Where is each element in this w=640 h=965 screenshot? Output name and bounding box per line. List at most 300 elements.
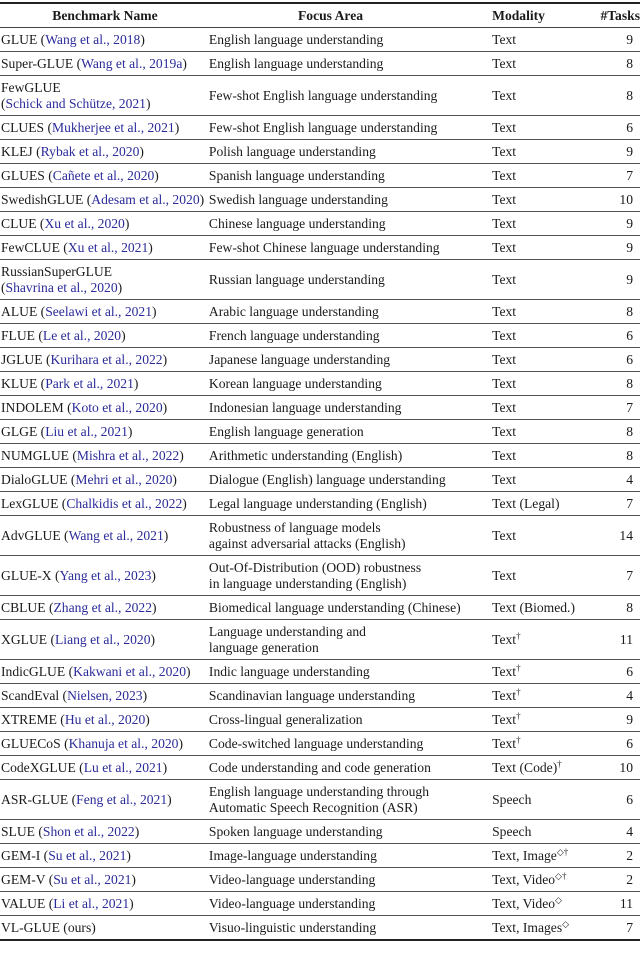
cell-benchmark-name: GLUE (Wang et al., 2018) <box>1 31 145 47</box>
cell-num-tasks: 2 <box>626 847 633 863</box>
cell-modality <box>492 868 581 892</box>
cell-modality <box>492 116 581 140</box>
table-caption-cropped <box>0 956 640 965</box>
focus-area: English language generation <box>208 423 364 439</box>
cell-focus-area <box>209 756 492 780</box>
cell-modality <box>492 684 581 708</box>
cell-num-tasks: 6 <box>626 735 633 751</box>
modality: Text <box>492 119 517 135</box>
cell-benchmark-name: XGLUE (Liang et al., 2020) <box>1 631 156 647</box>
table-row <box>0 140 640 164</box>
cell-benchmark-name: Super-GLUE (Wang et al., 2019a) <box>1 55 187 71</box>
cell-num-tasks: 9 <box>626 215 633 231</box>
cell-focus-area <box>209 212 492 236</box>
cell-focus-area <box>209 188 492 212</box>
citation-link[interactable]: Shon et al., 2022 <box>42 823 135 839</box>
cell-focus-area <box>209 620 492 660</box>
benchmark-name: NUMGLUE <box>1 447 69 463</box>
cell-modality <box>492 188 581 212</box>
table-header-row <box>0 3 640 28</box>
cell-num-tasks: 8 <box>626 87 633 103</box>
table-row <box>0 556 640 596</box>
table-row <box>0 916 640 941</box>
benchmark-name: RussianSuperGLUE <box>1 263 113 279</box>
citation-link[interactable]: Yang et al., 2023 <box>59 567 152 583</box>
cell-num-tasks: 6 <box>626 119 633 135</box>
modality: Text <box>492 215 517 231</box>
cell-num-tasks: 8 <box>626 303 633 319</box>
cell-focus-area <box>209 444 492 468</box>
focus-area: Korean language understanding <box>208 375 382 391</box>
cell-num-tasks: 8 <box>626 55 633 71</box>
modality: Text <box>492 351 517 367</box>
cell-num-tasks: 9 <box>626 711 633 727</box>
cell-modality <box>492 660 581 684</box>
cell-benchmark-name: XTREME (Hu et al., 2020) <box>1 711 150 727</box>
modality: Text <box>492 55 517 71</box>
table-row <box>0 76 640 116</box>
cell-modality <box>492 236 581 260</box>
focus-line-1: Language understanding and <box>208 623 366 639</box>
citation-link[interactable]: Zhang et al., 2022 <box>53 599 153 615</box>
cell-benchmark-name: FewGLUE (Schick and Schütze, 2021) <box>0 76 209 116</box>
cell-focus-area <box>209 420 492 444</box>
benchmark-name: KLUE <box>1 375 38 391</box>
cell-num-tasks: 6 <box>626 327 633 343</box>
cell-num-tasks: 7 <box>626 399 633 415</box>
citation-link[interactable]: Kurihara et al., 2022 <box>50 351 163 367</box>
modality: Text, Video <box>492 871 556 887</box>
cell-focus-area <box>209 820 492 844</box>
table-row <box>0 212 640 236</box>
citation-link[interactable]: Wang et al., 2021 <box>68 527 164 543</box>
citation-link[interactable]: Park et al., 2021 <box>45 375 134 391</box>
cell-modality <box>492 396 581 420</box>
benchmark-name: Super-GLUE <box>1 55 74 71</box>
cell-num-tasks: 6 <box>626 663 633 679</box>
cell-num-tasks: 9 <box>626 31 633 47</box>
cell-benchmark-name: INDOLEM (Koto et al., 2020) <box>1 399 168 415</box>
cell-modality <box>492 732 581 756</box>
table-row <box>0 820 640 844</box>
modality: Text <box>492 447 517 463</box>
cell-modality <box>492 820 581 844</box>
table-row <box>0 52 640 76</box>
table-row <box>0 444 640 468</box>
benchmark-comparison-table <box>0 2 640 941</box>
cell-num-tasks: 11 <box>619 631 633 647</box>
cell-benchmark-name: KLEJ (Rybak et al., 2020) <box>1 143 144 159</box>
cell-modality <box>492 164 581 188</box>
modality: Text <box>492 271 517 287</box>
modality-footnote-marker: ◇† <box>556 846 569 857</box>
benchmark-name: GLUECoS <box>1 735 61 751</box>
table-row <box>0 348 640 372</box>
table-row <box>0 300 640 324</box>
benchmark-name: KLEJ <box>1 143 33 159</box>
citation-link[interactable]: Su et al., 2021 <box>53 871 132 887</box>
cell-focus-area <box>209 708 492 732</box>
cell-benchmark-name: SLUE (Shon et al., 2022) <box>1 823 140 839</box>
citation-link[interactable]: Liang et al., 2020 <box>55 631 151 647</box>
cell-num-tasks: 8 <box>626 423 633 439</box>
citation-link[interactable]: Adesam et al., 2020 <box>91 191 200 207</box>
cell-benchmark-name: GEM-I (Su et al., 2021) <box>1 847 131 863</box>
cell-modality <box>492 756 581 780</box>
cell-modality <box>492 708 581 732</box>
header-modality: Modality <box>492 7 545 23</box>
cell-focus-area <box>209 596 492 620</box>
table-row <box>0 892 640 916</box>
citation-link[interactable]: Xu et al., 2020 <box>44 215 125 231</box>
table-row <box>0 844 640 868</box>
citation-link[interactable]: Koto et al., 2020 <box>71 399 163 415</box>
cell-num-tasks: 4 <box>626 471 633 487</box>
cell-focus-area <box>209 28 492 52</box>
focus-area: Spanish language understanding <box>208 167 385 183</box>
focus-area: Few-shot English language understanding <box>208 87 438 103</box>
focus-area: Japanese language understanding <box>208 351 391 367</box>
table-row <box>0 596 640 620</box>
citation-link[interactable]: Seelawi et al., 2021 <box>45 303 153 319</box>
modality: Text <box>492 423 517 439</box>
focus-area: Few-shot English language understanding <box>208 119 438 135</box>
cell-benchmark-name <box>0 916 209 941</box>
benchmark-name: XTREME <box>1 711 57 727</box>
citation-link[interactable]: Mishra et al., 2022 <box>76 447 180 463</box>
modality: Text (Code) <box>492 759 558 775</box>
focus-line-1: Out-Of-Distribution (OOD) robustness <box>208 559 422 575</box>
benchmark-name: JGLUE <box>1 351 43 367</box>
focus-area: Video-language understanding <box>208 895 376 911</box>
benchmark-name: ASR-GLUE <box>1 791 69 807</box>
modality: Text <box>492 303 517 319</box>
cell-benchmark-name: IndicGLUE (Kakwani et al., 2020) <box>1 663 191 679</box>
modality-footnote-marker: ◇ <box>562 918 570 929</box>
modality: Text <box>492 143 517 159</box>
benchmark-name: SwedishGLUE <box>1 191 84 207</box>
benchmark-name: GLGE <box>1 423 38 439</box>
benchmark-name: IndicGLUE <box>1 663 66 679</box>
focus-line-2: against adversarial attacks (English) <box>208 535 406 551</box>
header-benchmark-name: Benchmark Name <box>52 7 158 23</box>
modality: Text <box>492 399 517 415</box>
focus-area: Image-language understanding <box>208 847 377 863</box>
table-row <box>0 420 640 444</box>
modality: Text <box>492 663 517 679</box>
cell-modality <box>492 28 581 52</box>
cell-modality <box>492 420 581 444</box>
citation-link[interactable]: Mukherjee et al., 2021 <box>52 119 175 135</box>
focus-area: English language understanding <box>208 55 384 71</box>
focus-area: Code understanding and code generation <box>208 759 431 775</box>
cell-benchmark-name: JGLUE (Kurihara et al., 2022) <box>1 351 168 367</box>
cell-benchmark-name: NUMGLUE (Mishra et al., 2022) <box>1 447 184 463</box>
cell-num-tasks: 2 <box>626 871 633 887</box>
modality: Text, Images <box>492 919 563 935</box>
cell-focus-area <box>209 372 492 396</box>
modality: Text <box>492 735 517 751</box>
cell-benchmark-name: GLUES (Cañete et al., 2020) <box>1 167 159 183</box>
cell-modality <box>492 444 581 468</box>
table-row <box>0 492 640 516</box>
modality-footnote-marker: † <box>516 662 521 673</box>
benchmark-name: GLUE-X <box>1 567 52 583</box>
citation-link[interactable]: Le et al., 2020 <box>42 327 122 343</box>
benchmark-name: GEM-V <box>1 871 46 887</box>
cell-benchmark-name: FewCLUE (Xu et al., 2021) <box>1 239 153 255</box>
table-row <box>0 372 640 396</box>
table-row <box>0 396 640 420</box>
cell-benchmark-name: RussianSuperGLUE (Shavrina et al., 2020) <box>0 260 209 300</box>
cell-focus-area <box>209 300 492 324</box>
focus-area: Few-shot Chinese language understanding <box>208 239 440 255</box>
benchmark-name: INDOLEM <box>1 399 64 415</box>
modality: Text (Biomed.) <box>492 599 575 615</box>
cell-modality <box>492 892 581 916</box>
benchmark-name: ScandEval <box>1 687 60 703</box>
modality: Text, Image <box>492 847 557 863</box>
citation-link[interactable]: Hu et al., 2020 <box>64 711 146 727</box>
focus-area: Dialogue (English) language understanding <box>208 471 446 487</box>
citation-link[interactable]: Feng et al., 2021 <box>76 791 168 807</box>
citation-link[interactable]: Xu et al., 2021 <box>67 239 149 255</box>
focus-line-1: Robustness of language models <box>208 519 381 535</box>
benchmark-name: CodeXGLUE <box>1 759 76 775</box>
cell-benchmark-name: ASR-GLUE (Feng et al., 2021) <box>1 791 172 807</box>
cell-num-tasks: 6 <box>626 791 633 807</box>
modality: Text <box>492 191 517 207</box>
modality: Text, Video <box>492 895 556 911</box>
cell-modality <box>492 52 581 76</box>
modality-footnote-marker: † <box>516 710 521 721</box>
modality: Text <box>492 567 517 583</box>
citation-link[interactable]: Khanuja et al., 2020 <box>68 735 179 751</box>
focus-area: Swedish language understanding <box>208 191 388 207</box>
table-row <box>0 468 640 492</box>
table-row <box>0 164 640 188</box>
cell-benchmark-name: FLUE (Le et al., 2020) <box>1 327 126 343</box>
benchmark-name: CLUE <box>1 215 37 231</box>
modality: Text <box>492 31 517 47</box>
cell-focus-area <box>209 868 492 892</box>
table-row <box>0 780 640 820</box>
cell-benchmark-name: LexGLUE (Chalkidis et al., 2022) <box>1 495 187 511</box>
cell-benchmark-name: CodeXGLUE (Lu et al., 2021) <box>1 759 168 775</box>
benchmark-name: GLUE <box>1 31 38 47</box>
modality: Text (Legal) <box>492 495 560 511</box>
cell-focus-area <box>209 556 492 596</box>
focus-area: Cross-lingual generalization <box>208 711 363 727</box>
modality: Text <box>492 327 517 343</box>
citation-link[interactable]: Chalkidis et al., 2022 <box>66 495 183 511</box>
modality: Text <box>492 87 517 103</box>
table-body <box>0 28 640 941</box>
table-row <box>0 236 640 260</box>
cell-focus-area <box>209 236 492 260</box>
benchmark-name: FLUE <box>1 327 35 343</box>
benchmark-name: CLUES <box>1 119 45 135</box>
cell-num-tasks: 7 <box>626 495 633 511</box>
cell-focus-area <box>209 844 492 868</box>
cell-benchmark-name: KLUE (Park et al., 2021) <box>1 375 139 391</box>
focus-area: Visuo-linguistic understanding <box>208 919 377 935</box>
modality: Text <box>492 631 517 647</box>
citation-link[interactable]: Mehri et al., 2020 <box>75 471 173 487</box>
benchmark-name: GLUES <box>1 167 45 183</box>
cell-focus-area <box>209 76 492 116</box>
cell-focus-area <box>209 684 492 708</box>
modality: Text <box>492 239 517 255</box>
cell-focus-area <box>209 396 492 420</box>
cell-benchmark-name: GLGE (Liu et al., 2021) <box>1 423 133 439</box>
cell-num-tasks: 10 <box>619 759 633 775</box>
focus-area: Code-switched language understanding <box>208 735 424 751</box>
cell-modality <box>492 76 581 116</box>
cell-modality <box>492 780 581 820</box>
cell-modality <box>492 324 581 348</box>
cell-modality <box>492 140 581 164</box>
citation-link[interactable]: Wang et al., 2019a <box>81 55 183 71</box>
benchmark-name: ALUE <box>1 303 38 319</box>
cell-focus-area <box>209 52 492 76</box>
cell-focus-area <box>209 116 492 140</box>
cell-benchmark-name: GEM-V (Su et al., 2021) <box>1 871 136 887</box>
focus-area: Arithmetic understanding (English) <box>208 447 403 463</box>
focus-line-2: language generation <box>208 639 319 655</box>
cell-num-tasks: 7 <box>626 167 633 183</box>
cell-modality <box>492 300 581 324</box>
cell-modality <box>492 348 581 372</box>
cell-modality <box>492 844 581 868</box>
focus-area: Legal language understanding (English) <box>208 495 427 511</box>
citation-link[interactable]: Wang et al., 2018 <box>45 31 141 47</box>
cell-num-tasks: 11 <box>619 895 633 911</box>
table-row <box>0 684 640 708</box>
cell-benchmark-name: CBLUE (Zhang et al., 2022) <box>1 599 157 615</box>
modality: Text <box>492 375 517 391</box>
table-row <box>0 188 640 212</box>
citation-link[interactable]: Schick and Schütze, 2021 <box>5 95 146 111</box>
cell-benchmark-name: CLUES (Mukherjee et al., 2021) <box>1 119 180 135</box>
cell-focus-area <box>209 892 492 916</box>
cell-num-tasks: 14 <box>619 527 633 543</box>
table-row <box>0 116 640 140</box>
cell-benchmark-name: VALUE (Li et al., 2021) <box>1 895 134 911</box>
cell-focus-area <box>209 516 492 556</box>
cell-benchmark-name: GLUECoS (Khanuja et al., 2020) <box>1 735 183 751</box>
cell-num-tasks: 8 <box>626 375 633 391</box>
cell-modality <box>492 596 581 620</box>
cell-modality <box>492 260 581 300</box>
header-focus-area: Focus Area <box>297 7 364 23</box>
cell-focus-area <box>209 468 492 492</box>
focus-line-2: Automatic Speech Recognition (ASR) <box>208 799 418 815</box>
citation-link[interactable]: Cañete et al., 2020 <box>52 167 155 183</box>
focus-line-1: English language understanding through <box>208 783 430 799</box>
cell-num-tasks: 4 <box>626 823 633 839</box>
focus-area: Spoken language understanding <box>208 823 383 839</box>
modality-footnote-marker: ◇† <box>555 870 567 881</box>
citation-link[interactable]: Li et al., 2021 <box>53 895 130 911</box>
table-row <box>0 324 640 348</box>
focus-area: English language understanding <box>208 31 384 47</box>
focus-area: Polish language understanding <box>208 143 376 159</box>
benchmark-name: CBLUE <box>1 599 46 615</box>
cell-modality <box>492 620 581 660</box>
benchmark-name: DialoGLUE <box>1 471 68 487</box>
table-row <box>0 868 640 892</box>
cell-focus-area <box>209 140 492 164</box>
benchmark-name: XGLUE <box>1 631 48 647</box>
focus-area: Video-language understanding <box>208 871 376 887</box>
benchmark-name: FewGLUE <box>1 79 61 95</box>
cell-benchmark-name: AdvGLUE (Wang et al., 2021) <box>1 527 169 543</box>
cell-num-tasks: 9 <box>626 239 633 255</box>
citation-link[interactable]: Nielsen, 2023 <box>67 687 143 703</box>
citation-link[interactable]: Rybak et al., 2020 <box>40 143 140 159</box>
benchmark-name: FewCLUE <box>1 239 60 255</box>
cell-num-tasks: 7 <box>626 919 633 935</box>
citation-link[interactable]: Su et al., 2021 <box>48 847 127 863</box>
cell-modality <box>492 468 581 492</box>
cell-focus-area <box>209 260 492 300</box>
modality: Speech <box>492 791 532 807</box>
cell-focus-area <box>209 660 492 684</box>
modality-footnote-marker: ◇ <box>555 894 562 905</box>
modality: Text <box>492 471 517 487</box>
cell-modality <box>492 556 581 596</box>
cell-benchmark-name: GLUE-X (Yang et al., 2023) <box>1 567 156 583</box>
cell-focus-area <box>209 324 492 348</box>
focus-area: Chinese language understanding <box>208 215 386 231</box>
cell-num-tasks: 9 <box>626 143 633 159</box>
cell-num-tasks: 6 <box>626 351 633 367</box>
modality: Text <box>492 527 517 543</box>
benchmark-name: VALUE <box>1 895 46 911</box>
modality: Text <box>492 711 517 727</box>
ours-label: (ours) <box>63 919 96 935</box>
citation-link[interactable]: Shavrina et al., 2020 <box>5 279 118 295</box>
table-row <box>0 732 640 756</box>
benchmark-name: SLUE <box>1 823 35 839</box>
cell-modality <box>492 492 581 516</box>
focus-area: Russian language understanding <box>208 271 385 287</box>
focus-area: Biomedical language understanding (Chinese) <box>208 599 461 615</box>
focus-area: French language understanding <box>208 327 380 343</box>
modality-footnote-marker: † <box>516 686 521 697</box>
citation-link[interactable]: Kakwani et al., 2020 <box>73 663 186 679</box>
table-row <box>0 708 640 732</box>
focus-area: Indic language understanding <box>208 663 370 679</box>
citation-link[interactable]: Liu et al., 2021 <box>45 423 128 439</box>
citation-link[interactable]: Lu et al., 2021 <box>83 759 163 775</box>
table-row <box>0 516 640 556</box>
cell-modality <box>492 212 581 236</box>
benchmark-name: GEM-I <box>1 847 41 863</box>
cell-modality <box>492 916 581 941</box>
cell-num-tasks: 4 <box>626 687 633 703</box>
modality: Text <box>492 687 517 703</box>
benchmark-name: AdvGLUE <box>1 527 61 543</box>
cell-benchmark-name: DialoGLUE (Mehri et al., 2020) <box>1 471 177 487</box>
header-num-tasks: #Tasks <box>600 7 640 23</box>
table-row <box>0 28 640 52</box>
benchmark-table-container <box>0 2 640 941</box>
cell-num-tasks: 7 <box>626 567 633 583</box>
cell-modality <box>492 516 581 556</box>
modality-footnote-marker: † <box>516 734 521 745</box>
